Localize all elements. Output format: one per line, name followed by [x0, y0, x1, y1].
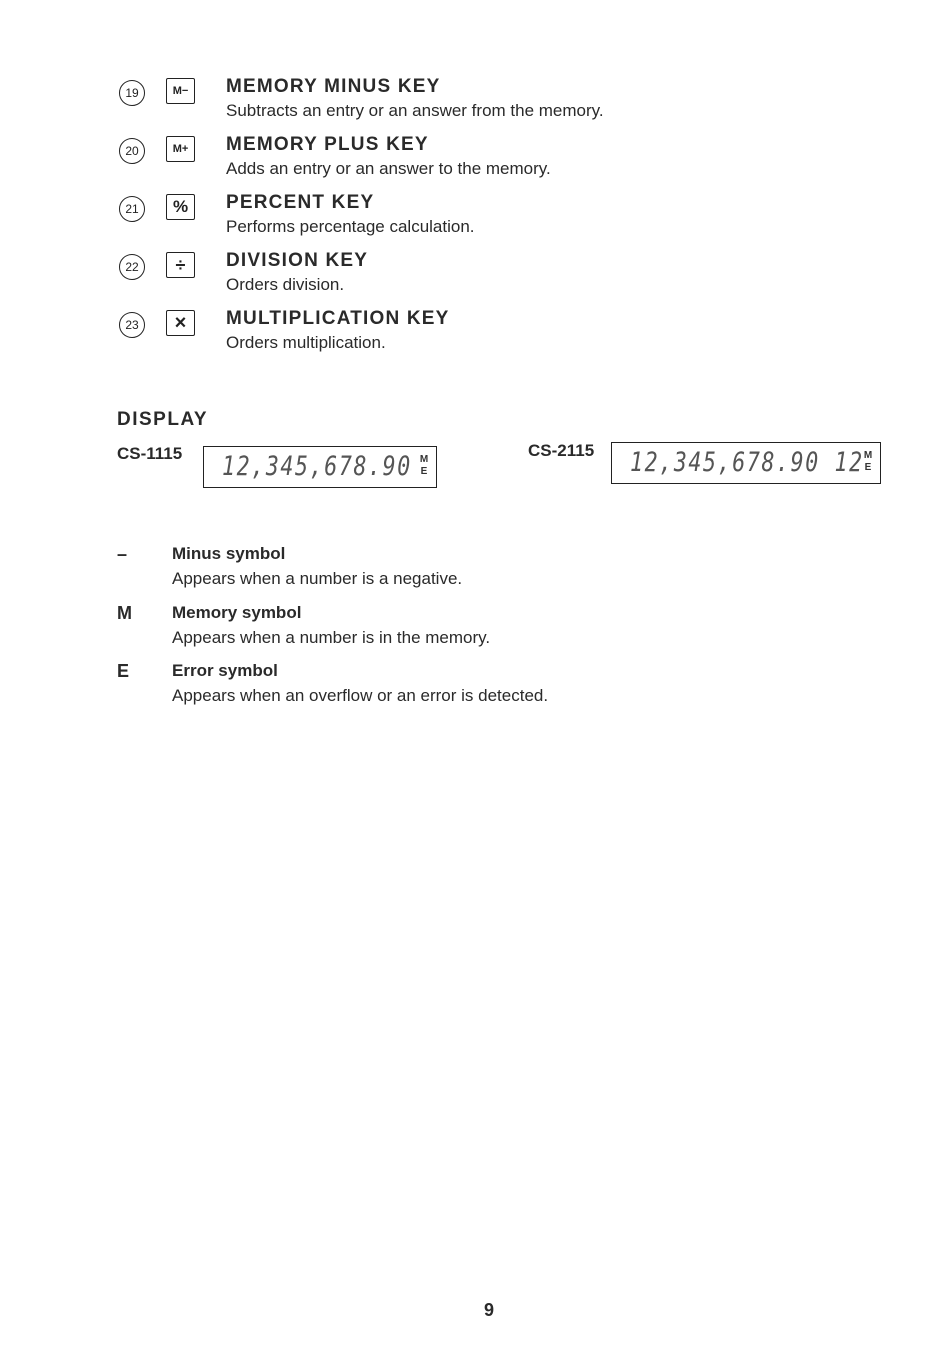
key-title: DIVISION KEY: [226, 250, 369, 271]
item-number: 21: [119, 196, 145, 222]
display-heading: DISPLAY: [117, 409, 209, 430]
lcd-digits: 12,345,678.90 12: [630, 447, 864, 478]
memory-error-indicator-icon: [418, 454, 430, 478]
indicator-letter: M: [863, 450, 873, 461]
symbol-title: Minus symbol: [172, 544, 286, 563]
symbol-char: E: [117, 661, 130, 681]
model-label-cs1115: CS-1115: [117, 444, 183, 463]
key-description: Subtracts an entry or an answer from the memory.: [226, 101, 604, 120]
key-description: Orders division.: [226, 275, 345, 294]
division-key-icon: ÷: [166, 252, 195, 278]
key-entry-memory-minus: [0, 76, 950, 134]
key-title: MEMORY PLUS KEY: [226, 134, 429, 155]
multiplication-key-icon: ×: [166, 310, 195, 336]
symbol-description: Appears when an overflow or an error is detected.: [172, 686, 549, 705]
model-label-cs2115: CS-2115: [528, 441, 595, 460]
key-entry-percent: [0, 192, 950, 250]
key-description: Adds an entry or an answer to the memory.: [226, 159, 551, 178]
lcd-digits: 12,345,678.90: [222, 451, 412, 482]
percent-key-icon: %: [166, 194, 195, 220]
symbol-entry-minus: [0, 544, 950, 602]
item-number: 22: [119, 254, 145, 280]
page-number: 9: [484, 1300, 495, 1320]
key-title: MEMORY MINUS KEY: [226, 76, 441, 97]
symbol-description: Appears when a number is in the memory.: [172, 628, 491, 647]
key-title: MULTIPLICATION KEY: [226, 308, 450, 329]
indicator-letter: E: [420, 466, 428, 477]
memory-plus-key-icon: M+: [166, 136, 195, 162]
indicator-letter: E: [864, 462, 872, 473]
key-title: PERCENT KEY: [226, 192, 375, 213]
symbol-title: Memory symbol: [172, 603, 302, 622]
indicator-letter: M: [419, 454, 429, 465]
item-number: 23: [119, 312, 145, 338]
key-description: Orders multiplication.: [226, 333, 386, 352]
symbol-description: Appears when a number is a negative.: [172, 569, 463, 588]
symbol-entry-error: [0, 661, 950, 719]
key-description: Performs percentage calculation.: [226, 217, 475, 236]
symbol-char: –: [117, 544, 128, 564]
memory-error-indicator-icon: [862, 450, 874, 474]
symbol-title: Error symbol: [172, 661, 278, 680]
key-entry-memory-plus: [0, 134, 950, 192]
lcd-display-cs1115: [203, 446, 437, 488]
key-entry-multiplication: [0, 308, 950, 366]
lcd-display-cs2115: [611, 442, 881, 484]
symbol-char: M: [117, 603, 132, 623]
item-number: 19: [119, 80, 145, 106]
symbol-entry-memory: [0, 603, 950, 661]
key-entry-division: [0, 250, 950, 308]
item-number: 20: [119, 138, 145, 164]
memory-minus-key-icon: M−: [166, 78, 195, 104]
